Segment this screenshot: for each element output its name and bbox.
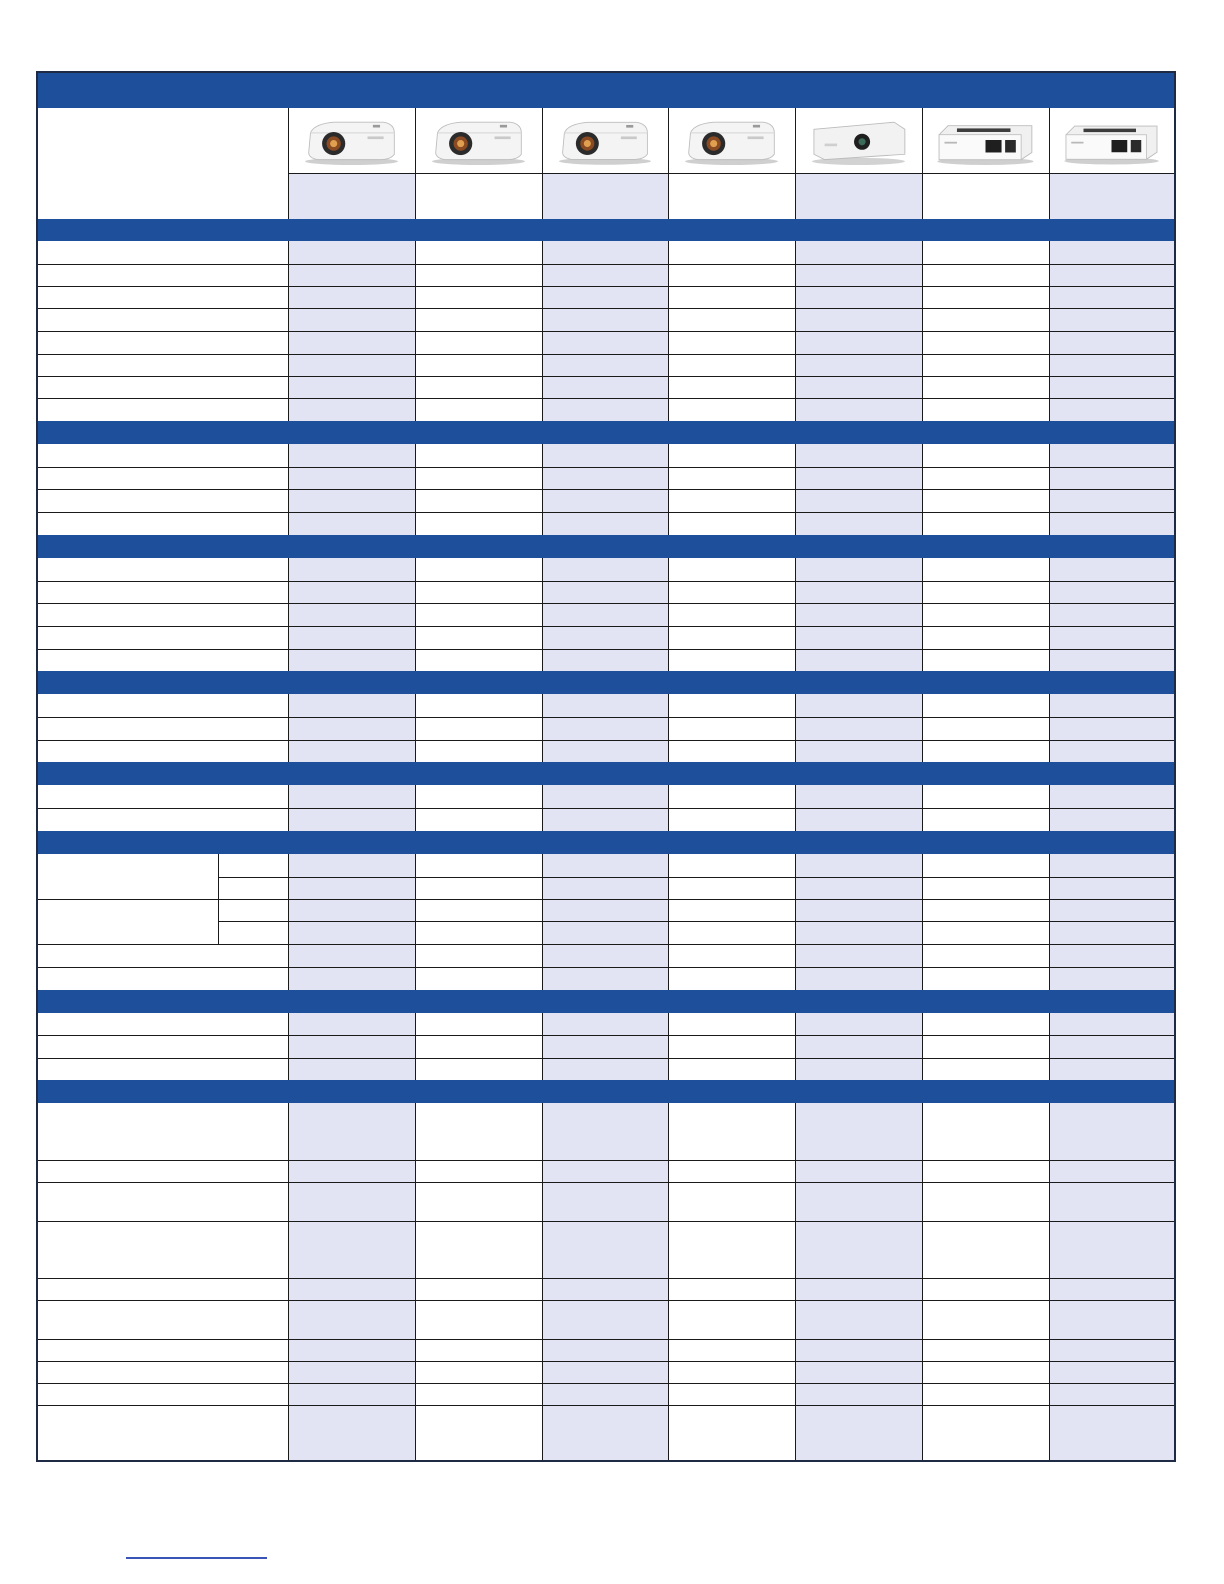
column-divider xyxy=(795,694,796,762)
column-divider xyxy=(415,785,416,831)
section-header-band xyxy=(38,762,1174,785)
shaded-column-cell xyxy=(1049,694,1174,762)
column-divider xyxy=(668,108,669,219)
column-divider xyxy=(288,1103,289,1460)
section-header-band xyxy=(38,421,1174,444)
shaded-column-cell xyxy=(542,1103,668,1460)
row-divider xyxy=(38,489,1174,490)
row-divider xyxy=(38,944,1174,945)
row-divider xyxy=(38,899,1174,900)
column-divider xyxy=(922,558,923,671)
column-divider xyxy=(795,241,796,421)
shaded-column-cell xyxy=(1049,854,1174,990)
column-divider xyxy=(922,1103,923,1460)
shaded-column-cell xyxy=(795,558,922,671)
column-divider xyxy=(288,108,289,219)
section-header-band xyxy=(38,671,1174,694)
projector-large-white-icon xyxy=(425,113,532,167)
column-divider xyxy=(922,241,923,421)
column-divider xyxy=(415,854,416,990)
section-header-band xyxy=(38,990,1174,1013)
section-header-band xyxy=(38,1080,1174,1103)
section-header-band xyxy=(38,831,1174,854)
column-divider xyxy=(1049,1013,1050,1080)
row-divider xyxy=(38,1182,1174,1183)
row-divider xyxy=(38,308,1174,309)
shaded-column-cell xyxy=(542,854,668,990)
column-divider xyxy=(668,444,669,535)
row-divider xyxy=(38,1221,1174,1222)
shaded-column-cell xyxy=(1049,173,1174,219)
shaded-column-cell xyxy=(795,1103,922,1460)
row-divider xyxy=(38,581,1174,582)
row-divider xyxy=(38,1361,1174,1362)
column-divider xyxy=(1049,108,1050,219)
column-divider xyxy=(288,854,289,990)
shaded-column-cell xyxy=(288,558,415,671)
column-divider xyxy=(542,558,543,671)
row-divider xyxy=(38,1383,1174,1384)
shaded-column-cell xyxy=(795,854,922,990)
column-divider xyxy=(288,694,289,762)
row-divider xyxy=(38,1339,1174,1340)
column-divider xyxy=(415,444,416,535)
column-divider xyxy=(542,1013,543,1080)
shaded-column-cell xyxy=(795,1013,922,1080)
column-divider xyxy=(542,854,543,990)
projector-large-white-icon xyxy=(298,113,405,167)
row-divider xyxy=(38,1058,1174,1059)
column-divider xyxy=(542,108,543,219)
column-divider xyxy=(288,241,289,421)
column-divider xyxy=(1049,854,1050,990)
projector-large-white-icon xyxy=(552,113,658,167)
row-divider xyxy=(38,808,1174,809)
projector-slim-white-icon xyxy=(1059,113,1164,167)
shaded-column-cell xyxy=(795,694,922,762)
shaded-column-cell xyxy=(288,694,415,762)
column-divider xyxy=(922,444,923,535)
shaded-column-cell xyxy=(1049,558,1174,671)
section-header-band xyxy=(38,219,1174,241)
column-divider xyxy=(668,241,669,421)
shaded-column-cell xyxy=(1049,1013,1174,1080)
column-divider xyxy=(922,785,923,831)
table-title-band xyxy=(38,73,1174,108)
shaded-column-cell xyxy=(542,558,668,671)
column-divider xyxy=(1049,558,1050,671)
column-divider xyxy=(795,1013,796,1080)
column-divider xyxy=(922,854,923,990)
column-divider xyxy=(795,854,796,990)
shaded-column-cell xyxy=(1049,1103,1174,1460)
shaded-column-cell xyxy=(288,173,415,219)
row-divider xyxy=(38,717,1174,718)
row-divider xyxy=(38,740,1174,741)
header-divider xyxy=(288,173,1174,174)
column-divider xyxy=(795,1103,796,1460)
shaded-column-cell xyxy=(542,173,668,219)
row-divider xyxy=(38,1278,1174,1279)
row-divider xyxy=(38,1160,1174,1161)
column-divider xyxy=(922,108,923,219)
row-divider xyxy=(38,649,1174,650)
column-divider xyxy=(668,694,669,762)
shaded-column-cell xyxy=(288,1103,415,1460)
column-divider xyxy=(922,694,923,762)
row-divider xyxy=(38,264,1174,265)
footer-link[interactable] xyxy=(126,1557,267,1559)
column-divider xyxy=(415,1013,416,1080)
column-divider xyxy=(542,241,543,421)
row-divider xyxy=(38,967,1174,968)
row-divider xyxy=(38,331,1174,332)
row-divider xyxy=(38,1300,1174,1301)
column-divider xyxy=(542,444,543,535)
projector-slim-white-icon xyxy=(932,113,1039,167)
shaded-column-cell xyxy=(288,1013,415,1080)
column-divider xyxy=(922,1013,923,1080)
projector-compact-white-icon xyxy=(805,113,912,167)
row-divider xyxy=(38,1405,1174,1406)
column-divider xyxy=(795,785,796,831)
section-header-band xyxy=(38,535,1174,558)
row-divider xyxy=(38,286,1174,287)
column-divider xyxy=(668,558,669,671)
column-divider xyxy=(1049,694,1050,762)
column-divider xyxy=(415,108,416,219)
row-divider xyxy=(38,467,1174,468)
comparison-table xyxy=(36,71,1176,1462)
column-divider xyxy=(795,108,796,219)
row-divider xyxy=(38,354,1174,355)
shaded-column-cell xyxy=(542,1013,668,1080)
column-divider xyxy=(542,694,543,762)
column-divider xyxy=(1049,785,1050,831)
column-divider xyxy=(542,785,543,831)
row-divider xyxy=(218,877,1174,878)
column-divider xyxy=(1049,444,1050,535)
row-divider xyxy=(38,376,1174,377)
column-divider xyxy=(668,1013,669,1080)
column-divider xyxy=(415,558,416,671)
shaded-column-cell xyxy=(288,854,415,990)
column-divider xyxy=(668,785,669,831)
shaded-column-cell xyxy=(795,173,922,219)
row-divider xyxy=(38,626,1174,627)
column-divider xyxy=(542,1103,543,1460)
shaded-column-cell xyxy=(542,694,668,762)
column-divider xyxy=(668,854,669,990)
column-divider xyxy=(795,558,796,671)
row-divider xyxy=(38,1035,1174,1036)
column-divider xyxy=(1049,1103,1050,1460)
column-divider xyxy=(415,1103,416,1460)
column-divider xyxy=(795,444,796,535)
row-divider xyxy=(38,603,1174,604)
projector-large-white-icon xyxy=(678,113,785,167)
column-divider xyxy=(1049,241,1050,421)
column-divider xyxy=(288,444,289,535)
column-divider xyxy=(288,1013,289,1080)
column-divider xyxy=(288,785,289,831)
column-divider xyxy=(288,558,289,671)
column-divider xyxy=(415,241,416,421)
row-divider xyxy=(38,398,1174,399)
row-divider xyxy=(38,512,1174,513)
sub-column-divider xyxy=(218,854,219,944)
column-divider xyxy=(668,1103,669,1460)
row-divider xyxy=(218,921,1174,922)
column-divider xyxy=(415,694,416,762)
